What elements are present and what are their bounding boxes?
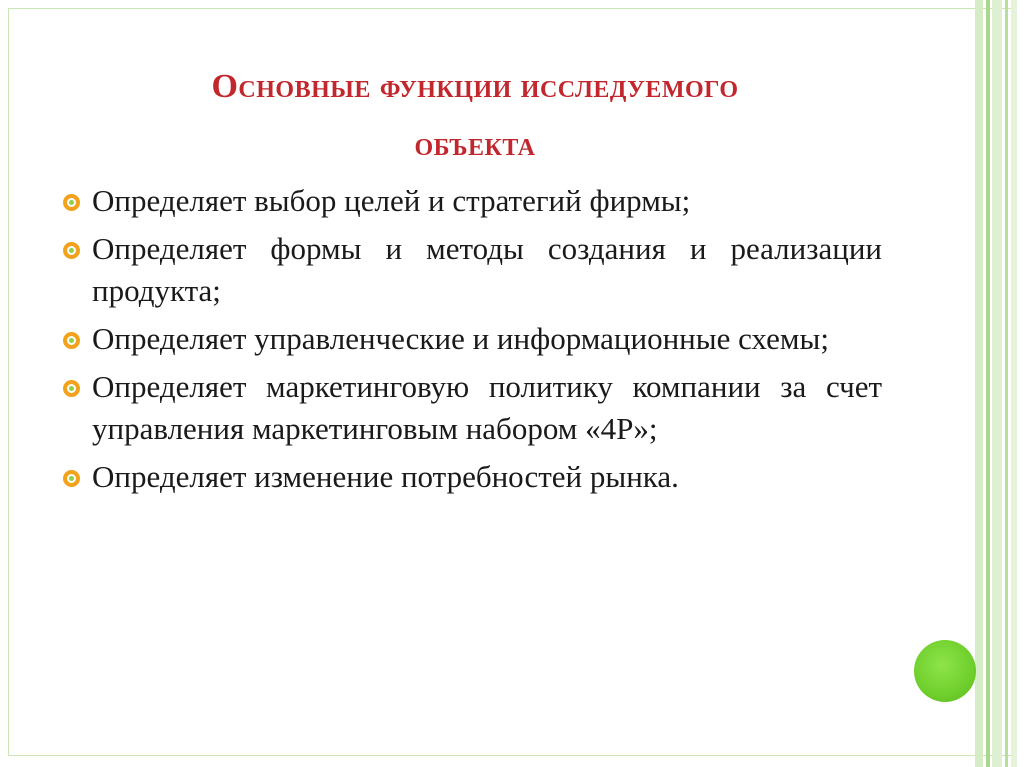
- bullet-item: [60, 318, 882, 360]
- bullet-item: [60, 456, 882, 498]
- bullet-list: [60, 180, 882, 504]
- bullet-text: Определяет управленческие и информационные схемы;: [92, 321, 829, 356]
- bullet-text: Определяет формы и методы создания и реализации продукта;: [92, 231, 882, 308]
- bullet-item: [60, 180, 882, 222]
- frame-stripe: [992, 0, 1002, 767]
- frame-stripe: [1011, 0, 1017, 767]
- bullet-icon: [63, 332, 80, 349]
- bullet-item: [60, 228, 882, 312]
- green-circle-decoration: [914, 640, 976, 702]
- bullet-text: Определяет маркетинговую политику компании за счет управления маркетинговым набором «4P»;: [92, 369, 882, 446]
- slide-title-line-1: Основные функции исследуемого: [211, 68, 739, 105]
- bullet-icon: [63, 380, 80, 397]
- frame-stripe: [986, 0, 990, 767]
- bullet-item: [60, 366, 882, 450]
- bullet-text: Определяет изменение потребностей рынка.: [92, 459, 679, 494]
- slide-title-line-2: объекта: [414, 126, 536, 163]
- bullet-icon: [63, 194, 80, 211]
- frame-stripe: [975, 0, 983, 767]
- slide-title: [60, 58, 890, 174]
- frame-stripe: [1005, 0, 1008, 767]
- bullet-icon: [63, 470, 80, 487]
- bullet-icon: [63, 242, 80, 259]
- bullet-text: Определяет выбор целей и стратегий фирмы;: [92, 183, 691, 218]
